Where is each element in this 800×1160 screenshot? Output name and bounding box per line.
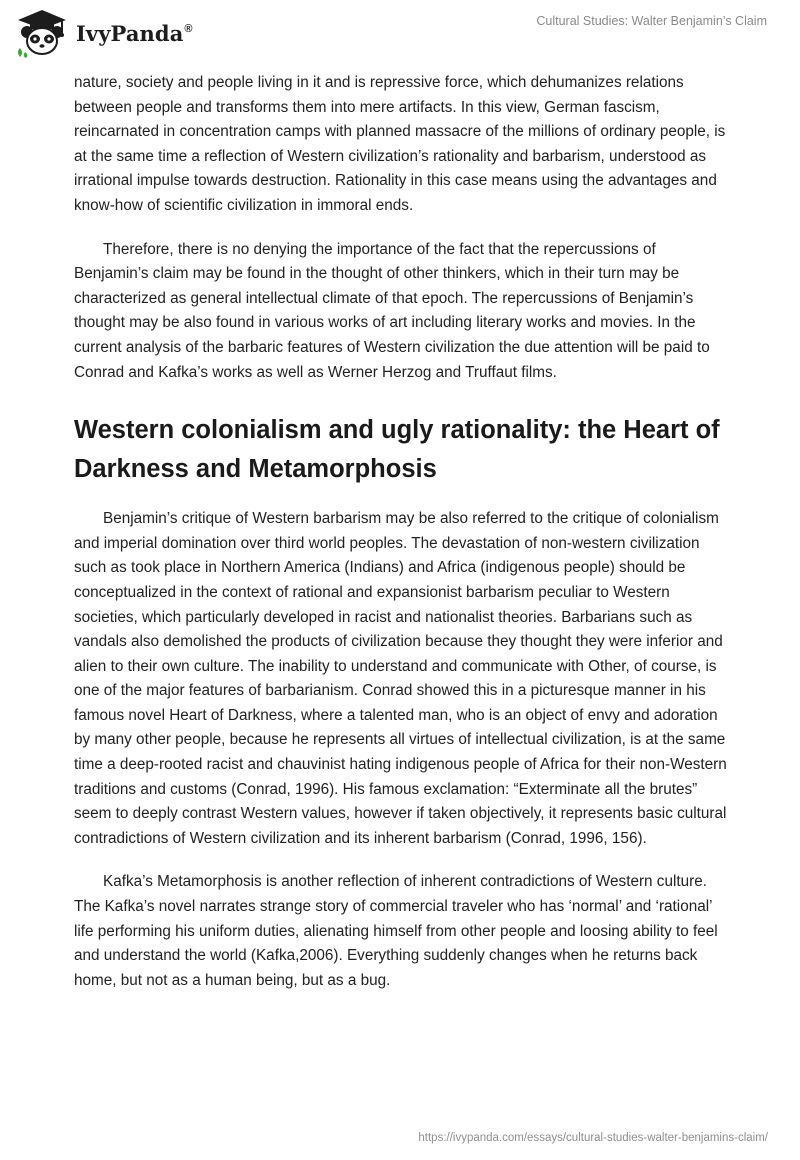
document-title: Cultural Studies: Walter Benjamin’s Claim [536, 14, 767, 28]
paragraph-4: Kafka’s Metamorphosis is another reflection of inherent contradictions of Western culture. The Kafka’s novel narrates strange story of commercial traveler who has ‘normal’ and ‘rational’ life performing his uniform duties, alienating himself from other people and loosing ability to feel and understand the world (Kafka,2006). Everything suddenly changes when he returns back home, but not as a human being, but as a bug. [74, 873, 718, 989]
logo-text: IvyPanda [76, 20, 184, 46]
paragraph-1: nature, society and people living in it and is repressive force, which dehumanizes relations between people and transforms them into mere artifacts. In this view, German fascism, reincarnated in concentration camps with planned massacre of the millions of ordinary people, is at the same time a reflection of Western civilization’s rationality and barbarism, understood as irrational impulse towards destruction. Rationality in this case means using the advantages and know-how of scientific civilization in immoral ends. [74, 74, 726, 214]
logo-wordmark [76, 21, 193, 46]
ivypanda-logo[interactable] [14, 8, 193, 58]
registered-mark: ® [184, 22, 193, 35]
page-header [0, 0, 800, 66]
paragraph-3: Benjamin’s critique of Western barbarism may be also referred to the critique of colonialism and imperial domination over third world peoples. The devastation of non-western civilization such as took place in Northern America (Indians) and Africa (indigenous people) should be conceptualized in the context of rational and expansionist barbarism peculiar to Western societies, which particularly developed in racist and nationalist theories. Barbarians such as vandals also demolished the products of civilization because they thought they were inferior and alien to their own culture. The inability to understand and communicate with Other, of course, is one of the major features of barbarianism. Conrad showed this in a picturesque manner in his famous novel Heart of Darkness, where a talented man, who is an object of envy and adoration by many other people, because he represents all virtues of intellectual civilization, is at the same time a deep-rooted racist and chauvinist hating indigenous people of Africa for their non-Western traditions and customs (Conrad, 1996). His famous exclamation: “Exterminate all the brutes” seem to deeply contrast Western values, however if taken objectively, it represents basic cultural contradictions of Western civilization and its inherent barbarism (Conrad, 1996, 156). [74, 510, 727, 847]
panda-graduate-icon [14, 8, 70, 58]
essay-content [74, 71, 730, 1012]
section-heading: Western colonialism and ugly rationality: the Heart of Darkness and Metamorphosis [74, 416, 720, 484]
paragraph-2: Therefore, there is no denying the importance of the fact that the repercussions of Benjamin’s claim may be found in the thought of other thinkers, which in their turn may be characterized as general intellectual climate of that epoch. The repercussions of Benjamin’s thought may be also found in various works of art including literary works and movies. In the current analysis of the barbaric features of Western civilization the due attention will be paid to Conrad and Kafka’s works as well as Werner Herzog and Truffaut films. [74, 240, 710, 381]
source-url[interactable]: https://ivypanda.com/essays/cultural-studies-walter-benjamins-claim/ [418, 1132, 768, 1144]
